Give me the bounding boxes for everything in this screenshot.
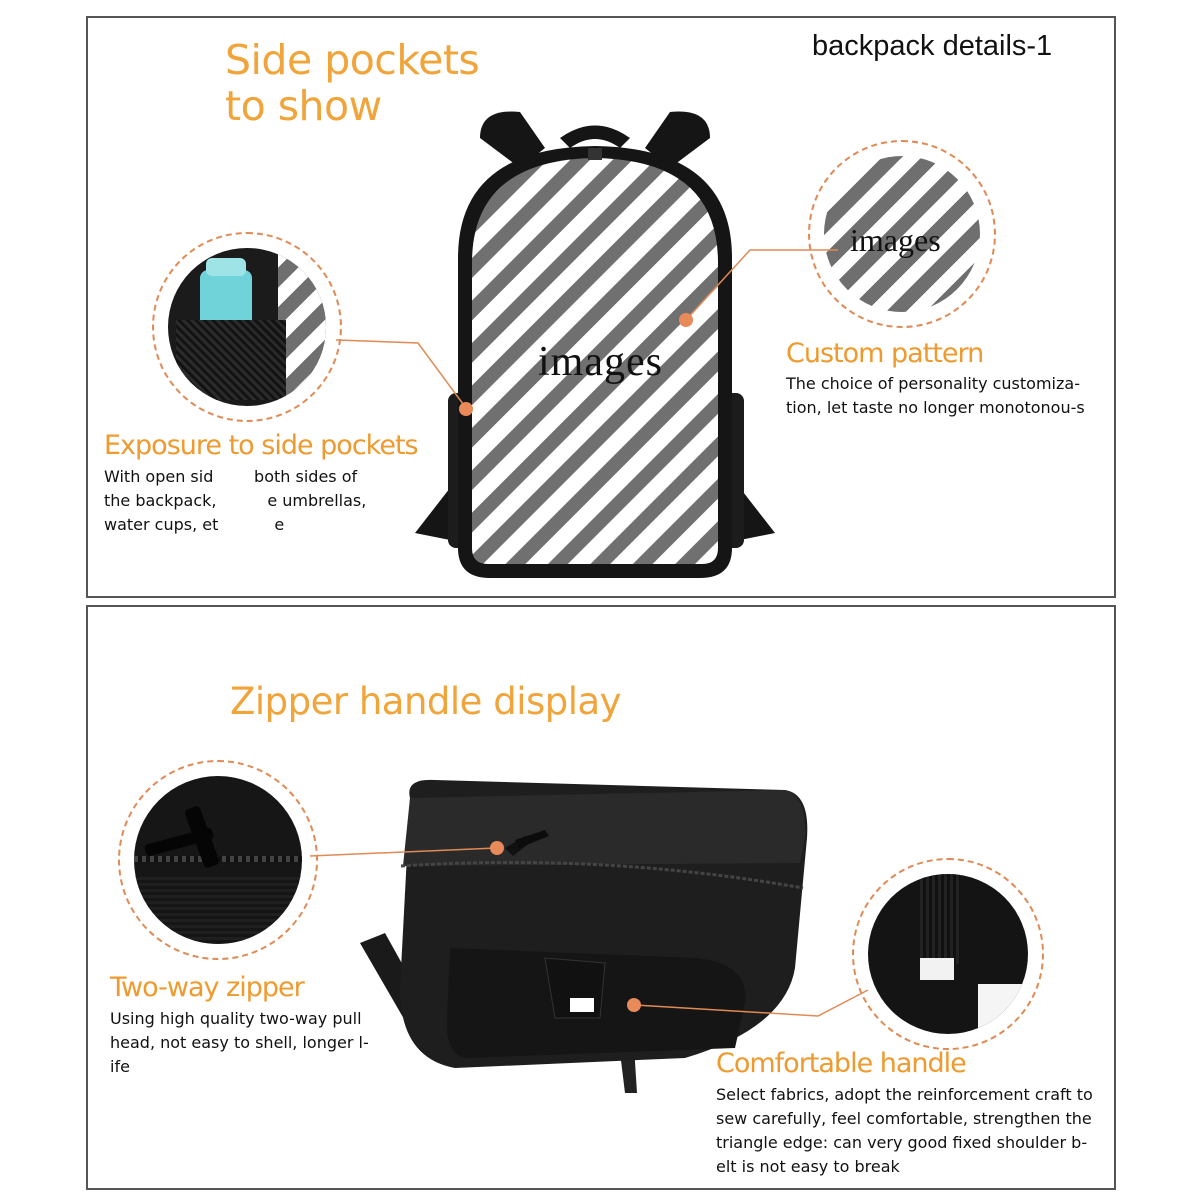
side-pocket-desc-3: water cups, et e — [104, 515, 285, 534]
two-way-zipper-desc-2: head, not easy to shell, longer l- — [110, 1033, 369, 1052]
zipper-marker — [490, 841, 504, 855]
handle-white-corner — [978, 984, 1028, 1034]
comfortable-handle-heading: Comfortable handle — [716, 1048, 966, 1079]
panel-title-line1: Side pockets — [225, 36, 480, 84]
panel-title-line2: to show — [225, 82, 382, 130]
handle-photo — [868, 874, 1028, 1034]
pattern-watermark: images — [850, 222, 941, 258]
two-way-zipper-desc-3: ife — [110, 1057, 130, 1076]
bottle-lid — [206, 258, 246, 276]
handle-desc-3: triangle edge: can very good fixed shoulder b- — [716, 1133, 1088, 1152]
side-pocket-desc-2: the backpack, e umbrellas, — [104, 491, 367, 510]
custom-pattern-desc-1: The choice of personality customiza- — [786, 374, 1080, 393]
handle-desc-4: elt is not easy to break — [716, 1157, 900, 1176]
handle-desc-2: sew carefully, feel comfortable, strengthen the — [716, 1109, 1092, 1128]
custom-pattern-desc-2: tion, let taste no longer monotonou-s — [786, 398, 1085, 417]
two-way-zipper-desc-1: Using high quality two-way pull — [110, 1009, 362, 1028]
corner-label: backpack details-1 — [812, 30, 1053, 62]
side-pocket-photo — [168, 248, 326, 406]
pattern-marker — [679, 313, 693, 327]
backpack-watermark: images — [538, 339, 663, 385]
zipper-circle — [118, 760, 318, 960]
side-pocket-circle — [152, 232, 342, 422]
zipper-panel-title: Zipper handle display — [230, 680, 622, 723]
side-pocket-marker — [459, 402, 473, 416]
mesh-pocket — [176, 320, 286, 400]
two-way-zipper-heading: Two-way zipper — [110, 972, 304, 1003]
zipper-photo — [134, 776, 302, 944]
handle-gap — [920, 958, 954, 980]
custom-pattern-heading: Custom pattern — [786, 338, 984, 369]
handle-marker — [627, 998, 641, 1012]
fabric-texture — [134, 876, 302, 944]
side-pocket-heading: Exposure to side pockets — [104, 430, 418, 461]
side-pocket-desc-1: With open sid both sides of — [104, 467, 358, 486]
handle-desc-1: Select fabrics, adopt the reinforcement craft to — [716, 1085, 1093, 1104]
handle-strap — [920, 874, 960, 964]
handle-circle — [852, 858, 1044, 1050]
